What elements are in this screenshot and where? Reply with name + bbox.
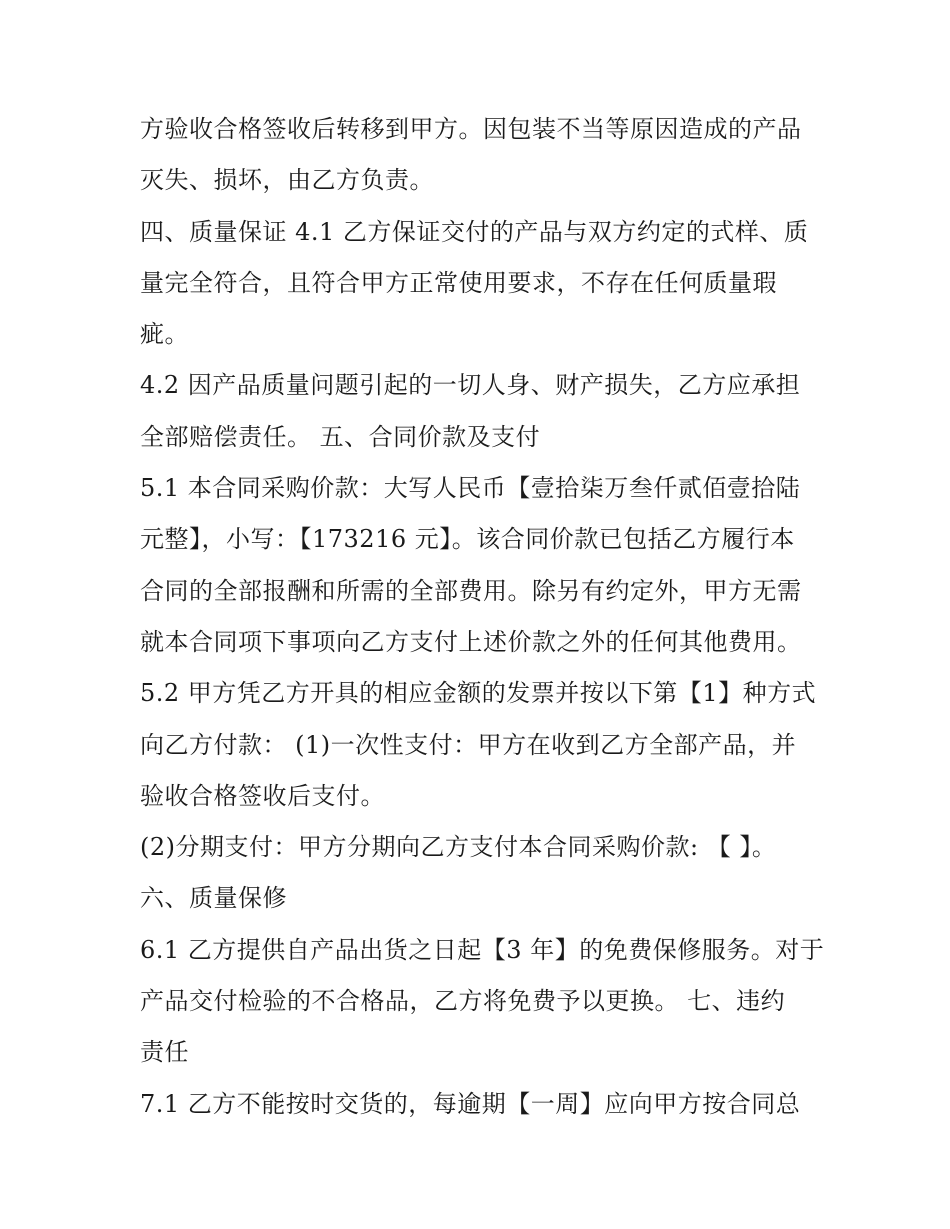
text-line: 疵。 xyxy=(140,320,189,349)
text-line: (2)分期支付：甲方分期向乙方支付本合同采购价款: 【 】。 xyxy=(140,833,777,862)
text-line: 5.2 甲方凭乙方开具的相应金额的发票并按以下第【1】种方式 xyxy=(140,679,817,708)
text-line: 就本合同项下事项向乙方支付上述价款之外的任何其他费用。 xyxy=(140,627,802,656)
text-line: 量完全符合，且符合甲方正常使用要求，不存在任何质量瑕 xyxy=(140,268,777,297)
text-line: 六、质量保修 xyxy=(140,884,287,913)
text-line: 灭失、损坏，由乙方负责。 xyxy=(140,166,434,195)
text-line: 全部赔偿责任。 五、合同价款及支付 xyxy=(140,422,541,451)
text-line: 4.2 因产品质量问题引起的一切人身、财产损失，乙方应承担 xyxy=(140,371,801,400)
text-line: 向乙方付款： (1)一次性支付：甲方在收到乙方全部产品，并 xyxy=(140,730,797,759)
text-line: 验收合格签收后支付。 xyxy=(140,781,385,810)
document-body xyxy=(140,104,830,1130)
text-line: 四、质量保证 4.1 乙方保证交付的产品与双方约定的式样、质 xyxy=(140,217,809,246)
text-line: 元整】，小写：【173216 元】。该合同价款已包括乙方履行本 xyxy=(140,525,795,554)
text-line: 产品交付检验的不合格品，乙方将免费予以更换。 七、违约 xyxy=(140,987,786,1016)
text-line: 5.1 本合同采购价款：大写人民币【壹拾柒万叁仟贰佰壹拾陆 xyxy=(140,474,801,503)
text-line: 合同的全部报酬和所需的全部费用。除另有约定外，甲方无需 xyxy=(140,576,802,605)
text-line: 7.1 乙方不能按时交货的，每逾期【一周】应向甲方按合同总 xyxy=(140,1089,801,1118)
text-line: 方验收合格签收后转移到甲方。因包装不当等原因造成的产品 xyxy=(140,115,802,143)
text-line: 责任 xyxy=(140,1038,189,1067)
text-line: 6.1 乙方提供自产品出货之日起【3 年】的免费保修服务。对于 xyxy=(140,935,825,964)
